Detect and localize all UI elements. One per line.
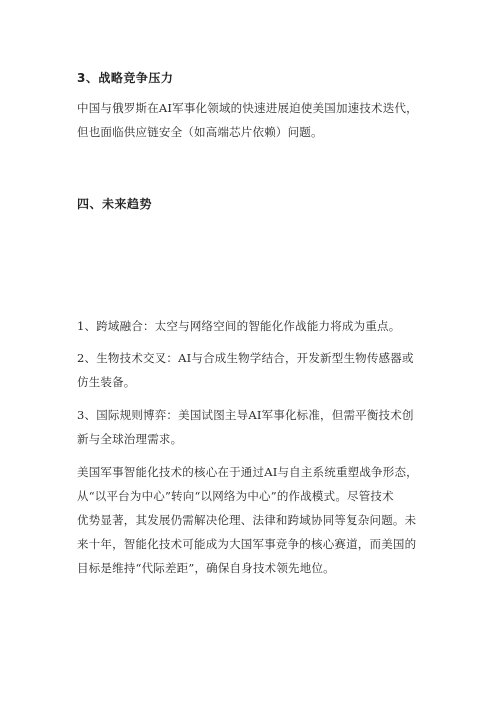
trend-line: 3、国际规则博弈：美国试图主导AI军事化标准，但需平衡技术创 (77, 408, 414, 422)
trend-item-cross-domain (77, 314, 432, 338)
trend-line: 仿生装备。 (77, 375, 136, 389)
conclusion-line: 美国军事智能化技术的核心在于通过AI与自主系统重塑战争形态， (77, 465, 418, 479)
conclusion-line: 目标是维持“代际差距”，确保自身技术领先地位。 (77, 561, 335, 575)
paragraph-line: 但也面临供应链安全（如高端芯片依赖）问题。 (77, 125, 323, 139)
section-heading-strategic-competition: 3、战略竞争压力 (77, 71, 174, 85)
trend-item-international-rules (77, 403, 432, 451)
trend-line: 新与全球治理需求。 (77, 432, 183, 446)
trend-item-biotech (77, 346, 432, 394)
conclusion-line: 优势显著，其发展仍需解决伦理、法律和跨域协同等复杂问题。未 (77, 513, 417, 527)
trend-line: 2、生物技术交叉：AI与合成生物学结合，开发新型生物传感器或 (77, 351, 414, 365)
section-heading-future-trends: 四、未来趋势 (77, 197, 153, 211)
conclusion-line: 从“以平台为中心”转向“以网络为中心”的作战模式。尽管技术 (77, 489, 394, 503)
trend-line: 1、跨域融合：太空与网络空间的智能化作战能力将成为重点。 (77, 319, 401, 333)
strategic-competition-paragraph (77, 96, 432, 144)
paragraph-line: 中国与俄罗斯在AI军事化领域的快速进展迫使美国加速技术迭代， (77, 101, 418, 115)
conclusion-paragraph (77, 460, 432, 580)
conclusion-line: 来十年，智能化技术可能成为大国军事竞争的核心赛道，而美国的 (77, 537, 417, 551)
